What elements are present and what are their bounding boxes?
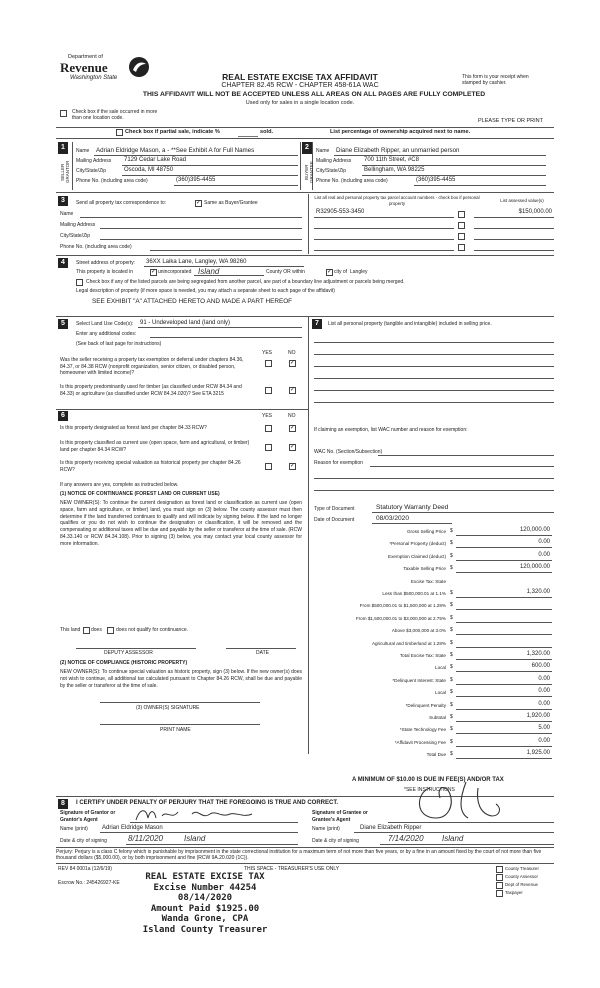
buyer-name-label: Name — [316, 148, 330, 154]
s5-q1-yes-checkbox[interactable] — [265, 360, 272, 367]
street-label: Street address of property: — [76, 260, 136, 266]
tax-row-value: 0.00 — [538, 539, 550, 546]
section-3-badge: 3 — [58, 196, 68, 206]
exemption-label: If claiming an exemption, list WAC number and reason for exemption: — [314, 427, 468, 433]
tax-row-value: 1,320.00 — [526, 651, 550, 657]
land-does-not-checkbox[interactable] — [107, 627, 114, 634]
city-value: Langley — [350, 269, 368, 275]
logo-swoosh-icon — [128, 56, 150, 78]
tax-row-value: 0.00 — [538, 551, 550, 558]
correspondence-label: Send all property tax correspondence to: — [76, 200, 167, 206]
buyer-address-label: Mailing Address — [316, 158, 352, 164]
tax-row-line — [456, 709, 552, 710]
stamp-line-2: Excise Number 44254 — [153, 882, 257, 893]
tax-row-label: From $500,000.01 to $1,500,000 at 1.28% — [359, 603, 446, 609]
assessed-header: List assessed value(s) — [500, 198, 544, 203]
additional-codes-label: Enter any additional codes: — [76, 331, 137, 337]
tax-row-value: 0.00 — [538, 675, 550, 682]
tax-row-currency: $ — [450, 590, 453, 596]
doc-date-label: Date of Document — [314, 517, 355, 523]
tax-calculation-table — [310, 528, 554, 768]
buyer-phone-label: Phone No. (including area code) — [316, 178, 388, 184]
s6-question-1: Is this property designated as forest land per chapter 84.33 RCW? — [60, 425, 207, 431]
tax-row-currency: $ — [450, 738, 453, 745]
tax-row-label: Total Due — [426, 752, 446, 758]
s6-q3-yes-checkbox[interactable] — [265, 463, 272, 470]
minimum-due: A MINIMUM OF $10.00 IS DUE IN FEE(S) AND/OR TAX — [352, 777, 504, 783]
tax-row-value: 0.00 — [538, 688, 550, 695]
doc-type-label: Type of Document — [314, 506, 355, 512]
form-title: REAL ESTATE EXCISE TAX AFFIDAVIT — [222, 72, 378, 82]
s6-q1-no-checkbox[interactable]: ✓ — [290, 425, 296, 431]
parcel-pp-checkbox-2[interactable] — [458, 222, 465, 229]
grantee-name: Diane Elizabeth Ripper — [360, 825, 422, 831]
section-8-badge: 8 — [58, 799, 68, 809]
tax-row-line — [456, 547, 552, 548]
s3-phone-label: Phone No. (including area code) — [60, 244, 132, 250]
tax-row-label: Agricultural and timberland at 1.28% — [371, 640, 446, 646]
single-use-note: Used only for sales in a single location code. — [245, 100, 355, 106]
tax-row-currency: $ — [450, 528, 453, 534]
legal-desc-label: Legal description of property (if more space is needed, you may attach a separate sheet to each page of the affidavit) — [76, 288, 335, 294]
section-7-badge: 7 — [312, 319, 322, 329]
deputy-date-label: DATE — [256, 650, 269, 656]
treasurer-only: THIS SPACE - TREASURER'S USE ONLY — [244, 866, 340, 872]
land-use-code: 91 - Undeveloped land (land only) — [140, 320, 231, 326]
tax-row-line — [456, 560, 552, 561]
logo-dept-line2: Revenue — [60, 60, 108, 75]
stamp-line-4: Amount Paid $1925.00 — [150, 903, 260, 914]
tax-row-line — [456, 684, 552, 685]
dor-logo — [60, 54, 155, 86]
tax-row-currency: $ — [450, 714, 453, 720]
tax-row-line — [456, 597, 552, 598]
land-does-not-text: does not qualify for continuance. — [116, 627, 188, 633]
city-checkbox[interactable]: ✓ — [327, 269, 333, 275]
wac-label: WAC No. (Section/Subsection) — [314, 449, 383, 455]
notice2-title: (2) NOTICE OF COMPLIANCE (HISTORIC PROPERTY) — [60, 660, 188, 666]
tax-row-label: Excise Tax: State — [410, 578, 446, 584]
seller-side-label: SELLER GRANTOR — [60, 160, 70, 184]
copy-county-assessor-checkbox[interactable] — [496, 874, 503, 881]
parcel-number: R32905-553-3450 — [316, 209, 365, 215]
tax-row-label: Less than $500,000.01 at 1.1% — [382, 591, 446, 596]
seller-name-label: Name — [76, 148, 90, 154]
logo-dept-line1: Department of — [68, 54, 103, 60]
s5-q1-no-checkbox[interactable]: ✓ — [290, 360, 296, 366]
stamp-line-3: 08/14/2020 — [177, 893, 233, 903]
parcel-pp-checkbox-3[interactable] — [458, 233, 465, 240]
s3-name-label: Name — [60, 211, 74, 217]
tax-row-label: *Delinquent Interest: State — [392, 677, 446, 683]
county-or-within: County OR within — [266, 269, 305, 275]
tax-row-currency: $ — [450, 565, 453, 572]
s6-q3-no-checkbox[interactable]: ✓ — [290, 463, 296, 469]
tax-row-line — [456, 572, 552, 573]
multi-location-label: Check box if the sale occurred in more than one location code. — [72, 109, 158, 121]
notice2-text: NEW OWNER(S): To continue special valuation as historic property, sign (3) below. If the new owner(s) does not wish to continue, all additional tax calculated pursuant to Chapter 84.26 RCW, shall be due and payable by the seller or transferor at the time of sale. — [60, 669, 302, 689]
tax-row-line — [456, 733, 552, 734]
doc-date: 08/03/2020 — [376, 515, 410, 522]
s6-question-3: Is this property receiving special valuation as historical property per chapter 84.26 RCW? — [60, 460, 241, 473]
s5-q2-no-checkbox[interactable]: ✓ — [290, 387, 296, 393]
section-1-badge: 1 — [58, 142, 68, 154]
grantor-date-label: Date & city of signing — [60, 838, 107, 844]
tax-row-value: 600.00 — [531, 663, 550, 670]
grantor-city: Island — [184, 834, 206, 843]
notice1-title: (1) NOTICE OF CONTINUANCE (FOREST LAND OR CURRENT USE) — [60, 491, 220, 497]
tax-row-value: 1,920.00 — [526, 713, 550, 719]
form-warning: THIS AFFIDAVIT WILL NOT BE ACCEPTED UNLESS ALL AREAS ON ALL PAGES ARE FULLY COMPLETED — [142, 91, 486, 98]
s5-question-2: Is this property predominantly used for timber (as classified under RCW 84.34 and 84.33) or agriculture (as classified under RCW 84.34.020)? See ETA 3215 — [60, 384, 242, 397]
partial-sale-label: Check box if partial sale, indicate % — [125, 129, 220, 135]
tax-row-label: Local — [435, 690, 446, 696]
copy-dept-revenue: Dept of Revenue — [505, 882, 538, 887]
located-in: This property is located in — [76, 269, 133, 275]
seller-city: Oscoda, MI 48750 — [124, 167, 174, 173]
same-as-buyer-checkbox[interactable]: ✓ — [196, 200, 202, 206]
stamp-line-1: REAL ESTATE EXCISE TAX — [145, 872, 265, 882]
stamp-line-5: Wanda Grone, CPA — [161, 914, 249, 924]
section-6-badge: 6 — [58, 411, 68, 421]
land-does-label: This land — [60, 627, 81, 633]
tax-row-currency: $ — [450, 664, 453, 671]
grantee-date: 7/14/2020 — [388, 834, 424, 843]
tax-row-value: 120,000.00 — [519, 527, 550, 533]
parcel-pp-checkbox-1[interactable] — [458, 211, 465, 218]
tax-row-label: *State Technology Fee — [399, 727, 446, 733]
tax-row-currency: $ — [450, 726, 453, 733]
s5-q2-yes-checkbox[interactable] — [265, 387, 272, 394]
tax-row-label: Local — [435, 665, 446, 671]
buyer-name: Diane Elizabeth Ripper, an unmarried person — [336, 147, 460, 154]
tax-row-label: Above $3,000,000 at 3.0% — [391, 628, 446, 634]
tax-row-label: Taxable Selling Price — [403, 566, 446, 572]
perjury-statement: Perjury: Perjury is a class C felony which is punishable by imprisonment in the state correctional institution for a maximum term of not more than five years, or by a fine in an amount fixed by the court of not more than five thousand dollars ($5,000.00), or by both imprisonment and fine (RCW 9A.20.020 (1C)). — [56, 849, 542, 862]
certify-statement: I CERTIFY UNDER PENALTY OF PERJURY THAT THE FOREGOING IS TRUE AND CORRECT. — [76, 800, 339, 806]
tax-row-currency: $ — [450, 689, 453, 696]
tax-row-value: 0.00 — [538, 700, 550, 707]
parcel-pp-checkbox-4[interactable] — [458, 244, 465, 251]
tax-row-value: 1,320.00 — [526, 589, 550, 595]
street-address: 36XX Laika Lane, Langley, WA 98260 — [146, 259, 247, 265]
tax-row-line — [456, 634, 552, 635]
personal-property-label: List all personal property (tangible and intangible) included in selling price. — [328, 321, 492, 327]
grantee-date-label: Date & city of signing — [312, 838, 359, 844]
tax-row-line — [456, 721, 552, 722]
segregated-checkbox[interactable] — [76, 279, 83, 286]
copy-taxpayer: Taxpayer — [505, 890, 523, 895]
seller-name: Adrian Eldridge Mason, a - **See Exhibit A for Full Names — [96, 147, 255, 154]
grantor-sig-label: Signature of Grantor or Grantor's Agent — [60, 810, 116, 823]
seller-city-label: City/State/Zip — [76, 168, 107, 174]
grantor-name: Adrian Eldridge Mason — [102, 825, 163, 831]
s3-city-label: City/State/Zip — [60, 233, 91, 239]
s6-q2-no-checkbox[interactable]: ✓ — [290, 444, 296, 450]
tax-row-line — [456, 647, 552, 648]
parcel-header: List all real and personal property tax parcel account numbers - check box if personal property — [314, 195, 480, 206]
copy-taxpayer-checkbox[interactable] — [496, 890, 503, 897]
tax-row-line — [456, 659, 552, 660]
s6-no-header: NO — [288, 413, 296, 419]
treasurer-stamp — [140, 872, 270, 935]
land-does-checkbox[interactable] — [83, 627, 90, 634]
seller-phone-label: Phone No. (including area code) — [76, 178, 148, 184]
ownership-note: List percentage of ownership acquired next to name. — [330, 129, 471, 135]
tax-row-label: Gross Selling Price — [406, 529, 446, 534]
grantee-city: Island — [442, 834, 464, 843]
s5-yes-header: YES — [262, 350, 273, 356]
tax-row-currency: $ — [450, 552, 453, 559]
s3-address-label: Mailing Address — [60, 222, 96, 228]
city-of-label: city of — [334, 269, 348, 275]
partial-sale-checkbox[interactable] — [116, 129, 123, 136]
deputy-assessor-label: DEPUTY ASSESSOR — [104, 650, 153, 656]
form-subtitle: CHAPTER 82.45 RCW - CHAPTER 458-61A WAC — [221, 82, 379, 89]
reason-label: Reason for exemption — [314, 460, 363, 466]
tax-row-value: 0.00 — [538, 737, 550, 744]
tax-row-value: 1,925.00 — [526, 750, 550, 757]
s6-question-2: Is this property classified as current use (open space, farm and agricultural, or timber) land per chapter 84.34 RCW? — [60, 440, 250, 453]
tax-row-label: Subtotal — [429, 715, 446, 720]
doc-type: Statutory Warranty Deed — [376, 504, 449, 511]
tax-row-currency: $ — [450, 676, 453, 683]
multi-location-checkbox[interactable] — [60, 110, 67, 117]
tax-row-line — [456, 622, 552, 623]
s6-q1-yes-checkbox[interactable] — [265, 425, 272, 432]
grantee-sig-label: Signature of Grantee or Grantee's Agent — [312, 810, 368, 823]
tax-row-currency: $ — [450, 602, 453, 609]
tax-row-currency: $ — [450, 652, 453, 658]
legal-exhibit: SEE EXHIBIT "A" ATTACHED HERETO AND MADE A PART HEREOF — [92, 298, 293, 305]
tax-row-currency: $ — [450, 627, 453, 634]
section-4-badge: 4 — [58, 258, 68, 268]
seller-address-label: Mailing Address — [76, 158, 112, 164]
tax-row-line — [456, 609, 552, 610]
county-handwritten: Island — [198, 267, 220, 276]
tax-row-value: 5.00 — [538, 725, 550, 732]
tax-row-label: From $1,500,000.01 to $3,000,000 at 2.75% — [355, 615, 446, 621]
segregated-label: Check box if any of the listed parcels are being segregated from another parcel, are part of a boundary line adjustment or parcels being merged. — [86, 279, 405, 285]
buyer-side-label: BUYER GRANTEE — [304, 161, 314, 183]
buyer-address: 700 11th Street, #C8 — [364, 157, 419, 163]
tax-row-label: Exemption Claimed (deduct) — [388, 553, 446, 559]
notice1-text: NEW OWNER(S): To continue the current designation as forest land or classification as current use (open space, farm and agriculture, or timber) land, you must sign on (3) below. The county assessor must then determine if the land transferred continues to qualify and will indicate by signing below. If the land no longer qualifies or you do not wish to continue the designation or classification, it will be removed and the compensating or additional taxes will be due and payable by the seller or transferor at the time of sale. (RCW 84.33.140 or RCW 84.34.108). Prior to signing (3) below, you may contact your local county assessor for more information. — [60, 500, 302, 547]
copy-county-assessor: County Assessor — [505, 874, 538, 879]
grantee-signature — [396, 778, 516, 824]
copy-county-treasurer: County Treasurer — [505, 866, 539, 871]
logo-dept-line3: Washington State — [70, 75, 118, 81]
assessed-value: $150,000.00 — [518, 209, 552, 215]
seller-address: 7129 Cedar Lake Road — [124, 157, 187, 163]
see-instructions: *SEE INSTRUCTIONS — [404, 787, 455, 793]
s6-q2-yes-checkbox[interactable] — [265, 444, 272, 451]
tax-row-label: *Affidavit Processing Fee — [394, 739, 446, 745]
tax-row-label: *Personal Property (deduct) — [389, 541, 446, 547]
tax-row-line — [456, 746, 552, 747]
see-back-label: (See back of last page for instructions) — [76, 341, 162, 347]
seller-phone: (360)395-4455 — [176, 177, 216, 183]
tax-row-line — [456, 671, 552, 672]
tax-row-currency: $ — [450, 639, 453, 646]
tax-row-line — [456, 696, 552, 697]
section-5-badge: 5 — [58, 319, 68, 329]
partial-sale-sold: sold. — [260, 129, 274, 135]
tax-row-line — [456, 535, 552, 536]
tax-row-currency: $ — [450, 751, 453, 758]
s5-question-1: Was the seller receiving a property tax exemption or deferral under chapters 84.36, 84.37, or 84.38 RCW (nonprofit organization, senior citizen, or disabled person, homeowner with limited income)? — [60, 357, 244, 376]
buyer-city: Bellingham, WA 98225 — [364, 167, 425, 173]
land-does-text: does — [91, 627, 102, 633]
tax-row-line — [456, 758, 552, 759]
tax-row-currency: $ — [450, 701, 453, 708]
s6-yes-header: YES — [262, 413, 273, 419]
same-as-buyer-label: Same as Buyer/Grantee — [204, 200, 258, 206]
tax-row-value: 120,000.00 — [519, 564, 550, 571]
type-or-print: PLEASE TYPE OR PRINT — [478, 118, 544, 124]
buyer-phone: (360)395-4455 — [416, 177, 456, 183]
form-rev: REV 84 0001a (12/6/19) — [58, 866, 112, 872]
receipt-note: This form is your receipt when stamped by cashier. — [462, 74, 529, 86]
grantor-date: 8/11/2020 — [128, 834, 163, 843]
stamp-line-6: Island County Treasurer — [142, 924, 268, 935]
owner-signature-label: (3) OWNER(S) SIGNATURE — [136, 705, 200, 711]
print-name-label: PRINT NAME — [160, 727, 191, 733]
s5-no-header: NO — [288, 350, 296, 356]
tax-row-label: *Delinquent Penalty — [405, 702, 446, 708]
copy-county-treasurer-checkbox[interactable] — [496, 866, 503, 873]
tax-row-label: Total Excise Tax: State — [399, 653, 446, 658]
copy-dept-revenue-checkbox[interactable] — [496, 882, 503, 889]
grantee-name-label: Name (print) — [312, 826, 340, 832]
land-use-label: Select Land Use Code(s): — [76, 321, 134, 327]
buyer-city-label: City/State/Zip — [316, 168, 347, 174]
unincorporated-label: unincorporated — [158, 269, 192, 275]
grantor-name-label: Name (print) — [60, 826, 88, 832]
escrow-no: Escrow No.: 245426927-KE — [58, 880, 120, 886]
tax-row-currency: $ — [450, 540, 453, 547]
tax-row-currency: $ — [450, 614, 453, 621]
unincorporated-checkbox[interactable]: ✓ — [151, 269, 157, 275]
s6-if-yes: If any answers are yes, complete as instructed below. — [60, 482, 179, 488]
section-2-badge: 2 — [302, 142, 312, 154]
